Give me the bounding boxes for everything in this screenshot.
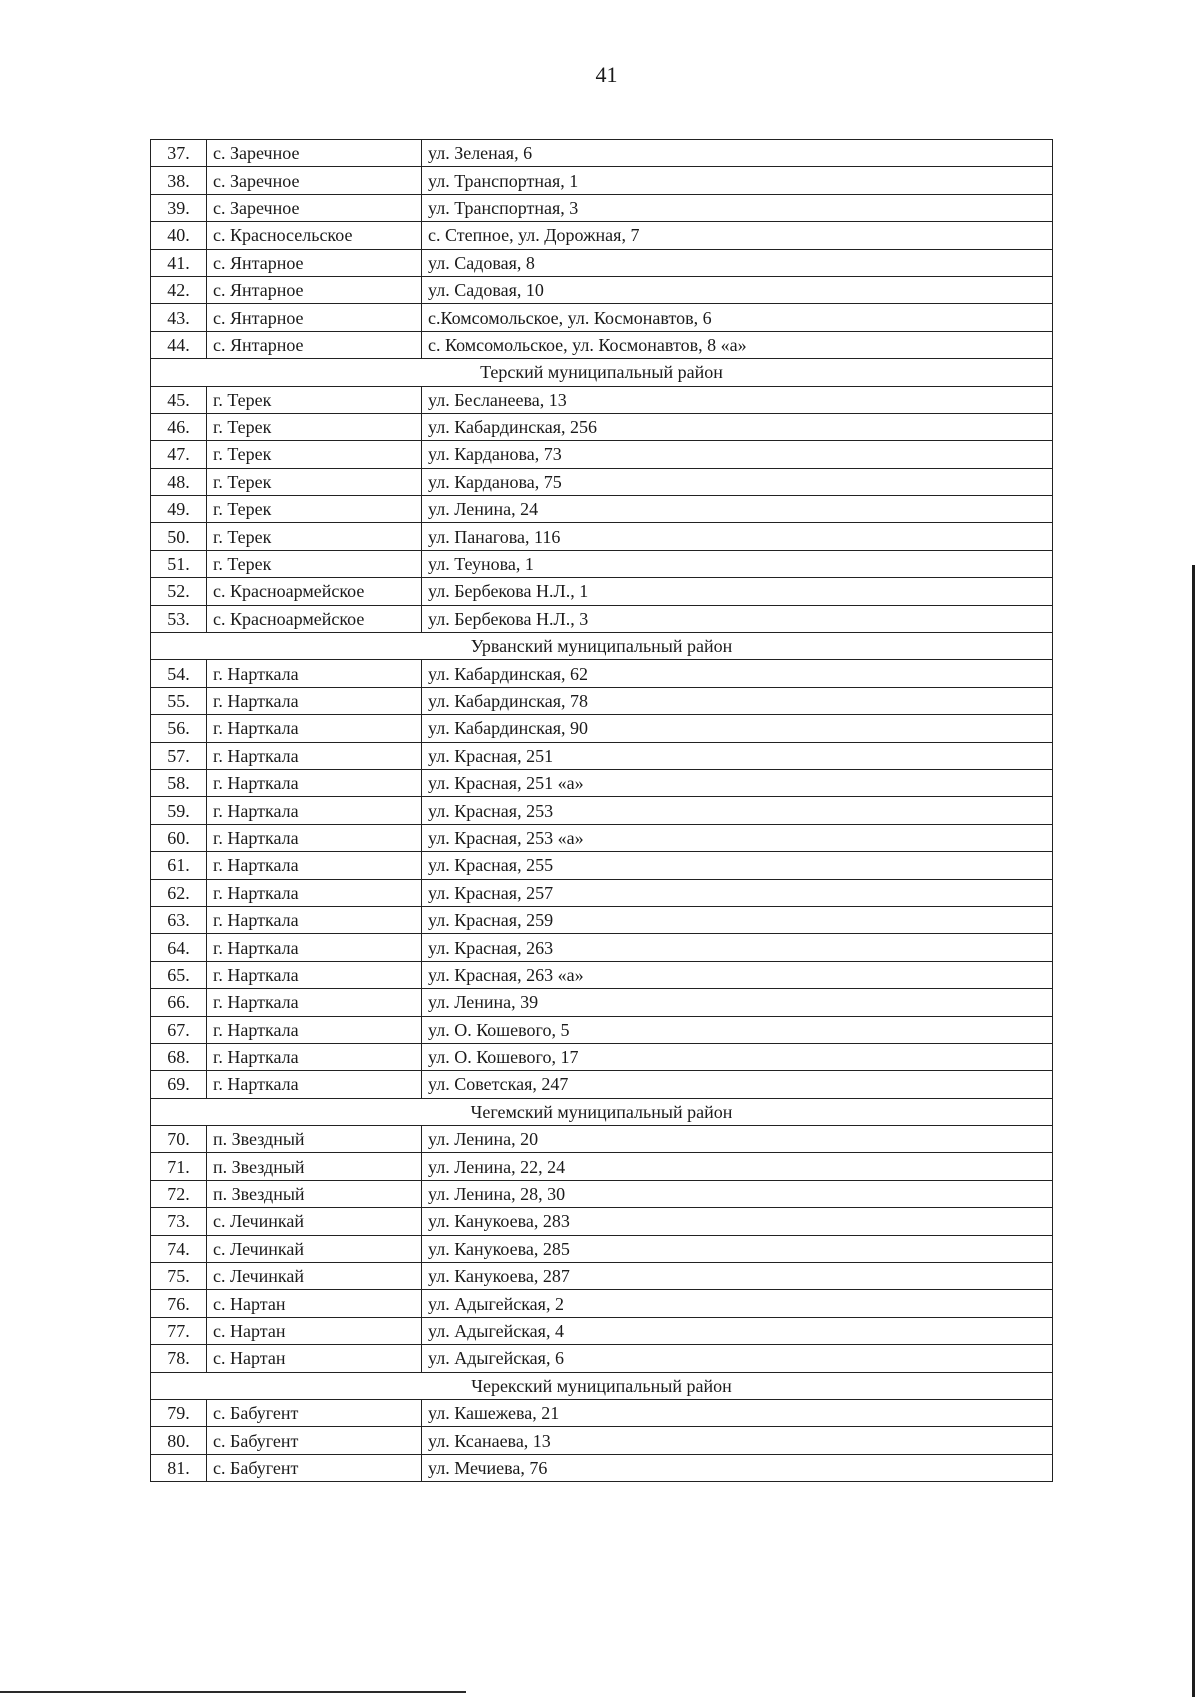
row-number: 64.: [151, 934, 207, 961]
district-header-row: [151, 359, 1053, 386]
settlement-name: г. Нарткала: [207, 742, 422, 769]
settlement-name: г. Нарткала: [207, 961, 422, 988]
row-number: 41.: [151, 249, 207, 276]
row-number: 49.: [151, 496, 207, 523]
settlement-name: с. Заречное: [207, 167, 422, 194]
row-number: 80.: [151, 1427, 207, 1454]
row-number: 65.: [151, 961, 207, 988]
settlement-name: г. Нарткала: [207, 824, 422, 851]
table-row: [151, 852, 1053, 879]
street-address: ул. Адыгейская, 6: [422, 1345, 1053, 1372]
settlement-name: г. Терек: [207, 496, 422, 523]
table-row: [151, 1180, 1053, 1207]
settlement-name: г. Терек: [207, 386, 422, 413]
street-address: ул. Красная, 257: [422, 879, 1053, 906]
table-row: [151, 496, 1053, 523]
row-number: 43.: [151, 304, 207, 331]
row-number: 61.: [151, 852, 207, 879]
row-number: 53.: [151, 605, 207, 632]
street-address: ул. Ксанаева, 13: [422, 1427, 1053, 1454]
street-address: ул. Красная, 263: [422, 934, 1053, 961]
street-address: ул. Ленина, 28, 30: [422, 1180, 1053, 1207]
settlement-name: г. Нарткала: [207, 1043, 422, 1070]
table-row: [151, 1427, 1053, 1454]
row-number: 59.: [151, 797, 207, 824]
street-address: ул. Ленина, 22, 24: [422, 1153, 1053, 1180]
settlement-name: с. Красноармейское: [207, 605, 422, 632]
street-address: ул. Красная, 263 «а»: [422, 961, 1053, 988]
street-address: ул. Бербекова Н.Л., 1: [422, 578, 1053, 605]
settlement-name: с. Нартан: [207, 1290, 422, 1317]
table-row: [151, 331, 1053, 358]
row-number: 81.: [151, 1454, 207, 1481]
table-row: [151, 1290, 1053, 1317]
street-address: ул. Адыгейская, 4: [422, 1317, 1053, 1344]
settlement-name: г. Терек: [207, 441, 422, 468]
table-row: [151, 769, 1053, 796]
district-name: Чегемский муниципальный район: [151, 1098, 1053, 1125]
street-address: ул. Карданова, 75: [422, 468, 1053, 495]
table-row: [151, 194, 1053, 221]
settlement-name: с. Бабугент: [207, 1427, 422, 1454]
street-address: ул. Ленина, 39: [422, 989, 1053, 1016]
table-row: [151, 1208, 1053, 1235]
table-row: [151, 605, 1053, 632]
street-address: ул. Панагова, 116: [422, 523, 1053, 550]
settlement-name: с. Заречное: [207, 140, 422, 167]
row-number: 74.: [151, 1235, 207, 1262]
row-number: 69.: [151, 1071, 207, 1098]
row-number: 48.: [151, 468, 207, 495]
street-address: ул. Мечиева, 76: [422, 1454, 1053, 1481]
street-address: с.Комсомольское, ул. Космонавтов, 6: [422, 304, 1053, 331]
row-number: 66.: [151, 989, 207, 1016]
settlement-name: с. Красносельское: [207, 222, 422, 249]
scan-edge-line: [1192, 565, 1195, 1697]
street-address: ул. Канукоева, 285: [422, 1235, 1053, 1262]
street-address: ул. Садовая, 10: [422, 276, 1053, 303]
table-row: [151, 550, 1053, 577]
row-number: 42.: [151, 276, 207, 303]
footer-rule: [0, 1691, 466, 1693]
table-row: [151, 797, 1053, 824]
street-address: ул. Карданова, 73: [422, 441, 1053, 468]
table-row: [151, 1399, 1053, 1426]
street-address: ул. Теунова, 1: [422, 550, 1053, 577]
row-number: 47.: [151, 441, 207, 468]
table-row: [151, 304, 1053, 331]
table-row: [151, 715, 1053, 742]
table-row: [151, 1043, 1053, 1070]
settlement-name: г. Нарткала: [207, 934, 422, 961]
district-name: Черекский муниципальный район: [151, 1372, 1053, 1399]
row-number: 51.: [151, 550, 207, 577]
row-number: 45.: [151, 386, 207, 413]
table-row: [151, 1345, 1053, 1372]
row-number: 46.: [151, 413, 207, 440]
settlement-name: г. Терек: [207, 468, 422, 495]
street-address: ул. Красная, 253: [422, 797, 1053, 824]
row-number: 38.: [151, 167, 207, 194]
street-address: ул. Красная, 259: [422, 906, 1053, 933]
street-address: ул. Кабардинская, 256: [422, 413, 1053, 440]
street-address: ул. Советская, 247: [422, 1071, 1053, 1098]
settlement-name: г. Нарткала: [207, 797, 422, 824]
settlement-name: г. Терек: [207, 413, 422, 440]
settlement-name: п. Звездный: [207, 1180, 422, 1207]
table-row: [151, 1263, 1053, 1290]
table-row: [151, 906, 1053, 933]
street-address: ул. Кабардинская, 78: [422, 687, 1053, 714]
table-row: [151, 386, 1053, 413]
row-number: 72.: [151, 1180, 207, 1207]
row-number: 44.: [151, 331, 207, 358]
row-number: 60.: [151, 824, 207, 851]
page-number: 41: [595, 62, 618, 87]
street-address: ул. Транспортная, 3: [422, 194, 1053, 221]
street-address: с. Степное, ул. Дорожная, 7: [422, 222, 1053, 249]
table-row: [151, 222, 1053, 249]
settlement-name: г. Нарткала: [207, 1016, 422, 1043]
settlement-name: п. Звездный: [207, 1153, 422, 1180]
row-number: 73.: [151, 1208, 207, 1235]
row-number: 50.: [151, 523, 207, 550]
street-address: ул. Кашежева, 21: [422, 1399, 1053, 1426]
table-row: [151, 660, 1053, 687]
street-address: ул. Бесланеева, 13: [422, 386, 1053, 413]
street-address: ул. Ленина, 24: [422, 496, 1053, 523]
street-address: ул. Кабардинская, 62: [422, 660, 1053, 687]
street-address: ул. Канукоева, 283: [422, 1208, 1053, 1235]
settlement-name: с. Бабугент: [207, 1399, 422, 1426]
settlement-name: п. Звездный: [207, 1126, 422, 1153]
settlement-name: с. Нартан: [207, 1345, 422, 1372]
table-row: [151, 1126, 1053, 1153]
settlement-name: г. Нарткала: [207, 769, 422, 796]
table-row: [151, 1235, 1053, 1262]
settlement-name: с. Нартан: [207, 1317, 422, 1344]
row-number: 40.: [151, 222, 207, 249]
street-address: ул. Транспортная, 1: [422, 167, 1053, 194]
settlement-name: с. Лечинкай: [207, 1263, 422, 1290]
row-number: 79.: [151, 1399, 207, 1426]
table-row: [151, 742, 1053, 769]
table-row: [151, 989, 1053, 1016]
table-row: [151, 1153, 1053, 1180]
settlement-name: с. Янтарное: [207, 276, 422, 303]
settlement-name: г. Терек: [207, 550, 422, 577]
street-address: ул. О. Кошевого, 17: [422, 1043, 1053, 1070]
row-number: 56.: [151, 715, 207, 742]
settlement-name: г. Нарткала: [207, 1071, 422, 1098]
settlement-name: с. Лечинкай: [207, 1208, 422, 1235]
settlement-name: с. Янтарное: [207, 304, 422, 331]
settlement-name: г. Нарткала: [207, 715, 422, 742]
table-row: [151, 1317, 1053, 1344]
settlement-name: с. Заречное: [207, 194, 422, 221]
district-header-row: [151, 633, 1053, 660]
table-row: [151, 167, 1053, 194]
row-number: 67.: [151, 1016, 207, 1043]
row-number: 70.: [151, 1126, 207, 1153]
table-row: [151, 468, 1053, 495]
table-row: [151, 961, 1053, 988]
district-name: Урванский муниципальный район: [151, 633, 1053, 660]
row-number: 54.: [151, 660, 207, 687]
row-number: 62.: [151, 879, 207, 906]
street-address: с. Комсомольское, ул. Космонавтов, 8 «а»: [422, 331, 1053, 358]
row-number: 75.: [151, 1263, 207, 1290]
row-number: 78.: [151, 1345, 207, 1372]
row-number: 76.: [151, 1290, 207, 1317]
table-row: [151, 1016, 1053, 1043]
table-row: [151, 523, 1053, 550]
street-address: ул. Адыгейская, 2: [422, 1290, 1053, 1317]
row-number: 52.: [151, 578, 207, 605]
table-row: [151, 1454, 1053, 1481]
table-row: [151, 1071, 1053, 1098]
street-address: ул. Красная, 251: [422, 742, 1053, 769]
row-number: 58.: [151, 769, 207, 796]
table-row: [151, 934, 1053, 961]
settlement-name: г. Нарткала: [207, 687, 422, 714]
row-number: 57.: [151, 742, 207, 769]
table-row: [151, 140, 1053, 167]
table-row: [151, 441, 1053, 468]
street-address: ул. Бербекова Н.Л., 3: [422, 605, 1053, 632]
row-number: 39.: [151, 194, 207, 221]
settlement-name: г. Нарткала: [207, 906, 422, 933]
table-row: [151, 249, 1053, 276]
table-row: [151, 276, 1053, 303]
table-row: [151, 879, 1053, 906]
street-address: ул. Зеленая, 6: [422, 140, 1053, 167]
street-address: ул. Садовая, 8: [422, 249, 1053, 276]
district-name: Терский муниципальный район: [151, 359, 1053, 386]
district-header-row: [151, 1372, 1053, 1399]
settlement-name: г. Нарткала: [207, 852, 422, 879]
address-table: [150, 139, 1053, 1482]
table-row: [151, 687, 1053, 714]
settlement-name: с. Лечинкай: [207, 1235, 422, 1262]
street-address: ул. Кабардинская, 90: [422, 715, 1053, 742]
address-table-body: [151, 140, 1053, 1482]
table-row: [151, 413, 1053, 440]
settlement-name: г. Нарткала: [207, 879, 422, 906]
settlement-name: с. Бабугент: [207, 1454, 422, 1481]
street-address: ул. О. Кошевого, 5: [422, 1016, 1053, 1043]
street-address: ул. Красная, 255: [422, 852, 1053, 879]
settlement-name: с. Янтарное: [207, 331, 422, 358]
settlement-name: г. Нарткала: [207, 989, 422, 1016]
settlement-name: г. Терек: [207, 523, 422, 550]
row-number: 63.: [151, 906, 207, 933]
street-address: ул. Красная, 253 «а»: [422, 824, 1053, 851]
row-number: 71.: [151, 1153, 207, 1180]
settlement-name: с. Красноармейское: [207, 578, 422, 605]
row-number: 68.: [151, 1043, 207, 1070]
street-address: ул. Ленина, 20: [422, 1126, 1053, 1153]
settlement-name: г. Нарткала: [207, 660, 422, 687]
table-row: [151, 578, 1053, 605]
street-address: ул. Канукоева, 287: [422, 1263, 1053, 1290]
settlement-name: с. Янтарное: [207, 249, 422, 276]
table-row: [151, 824, 1053, 851]
row-number: 37.: [151, 140, 207, 167]
row-number: 55.: [151, 687, 207, 714]
row-number: 77.: [151, 1317, 207, 1344]
street-address: ул. Красная, 251 «а»: [422, 769, 1053, 796]
district-header-row: [151, 1098, 1053, 1125]
